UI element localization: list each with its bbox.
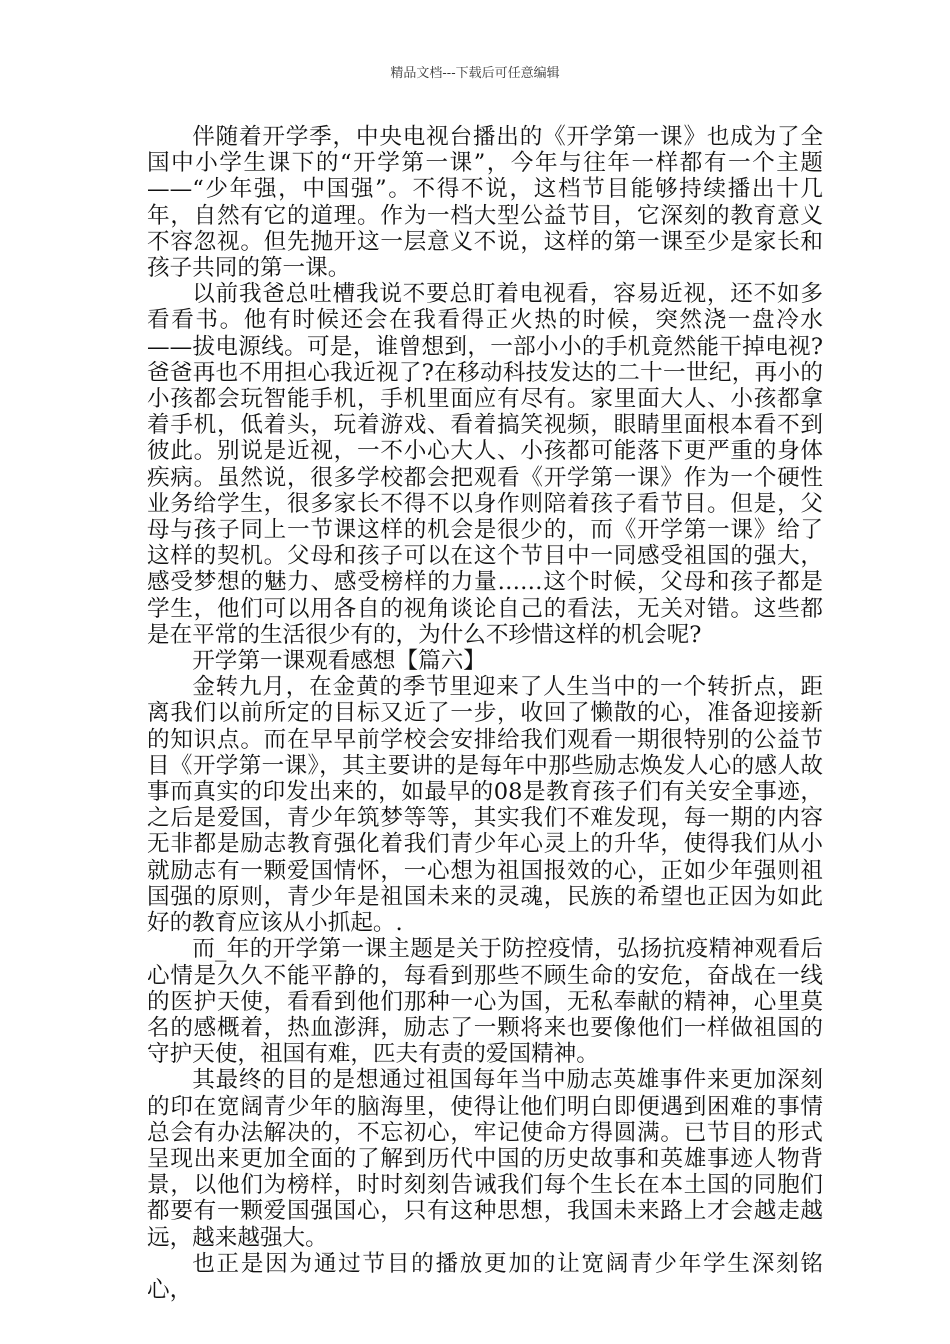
paragraph-1: 伴随着开学季，中央电视台播出的《开学第一课》也成为了全国中小学生课下的“开学第一课”，今年与往年一样都有一个主题——“少年强，中国强”。不得不说，这档节目能够持续播出十几年，自然有它的道理。作为一档大型公益节目，它深刻的教育意义不容忽视。但先抛开这一层意义不说，这样的第一课至少是家长和孩子共同的第一课。	[147, 124, 823, 282]
document-body	[147, 124, 823, 1303]
paragraph-2: 以前我爸总吐槽我说不要总盯着电视看，容易近视，还不如多看看书。他有时候还会在我看得正火热的时候，突然浇一盘冷水——拔电源线。可是，谁曾想到，一部小小的手机竟然能干掉电视?爸爸再也不用担心我近视了?在移动科技发达的二十一世纪，再小的小孩都会玩智能手机，手机里面应有尽有。家里面大人、小孩都拿着手机，低着头，玩着游戏、看着搞笑视频，眼睛里面根本看不到彼此。别说是近视，一不小心大人、小孩都可能落下更严重的身体疾病。虽然说，很多学校都会把观看《开学第一课》作为一个硬性业务给学生，很多家长不得不以身作则陪着孩子看节目。但是，父母与孩子同上一节课这样的机会是很少的，而《开学第一课》给了这样的契机。父母和孩子可以在这个节目中一同感受祖国的强大，感受梦想的魅力、感受榜样的力量……这个时候，父母和孩子都是学生，他们可以用各自的视角谈论自己的看法，无关对错。这些都是在平常的生活很少有的，为什么不珍惜这样的机会呢?	[147, 281, 823, 648]
paragraph-4: 而_年的开学第一课主题是关于防控疫情，弘扬抗疫精神观看后心情是久久不能平静的，每看到那些不顾生命的安危，奋战在一线的医护天使，看看到他们那种一心为国，无私奉献的精神，心里莫名的感概着，热血澎湃，励志了一颗将来也要像他们一样做祖国的守护天使，祖国有难，匹夫有责的爱国精神。	[147, 936, 823, 1068]
page-header: 精品文档---下载后可任意编辑	[390, 66, 560, 81]
paragraph-6: 也正是因为通过节目的播放更加的让宽阔青少年学生深刻铭心，	[147, 1250, 823, 1303]
section-heading: 开学第一课观看感想【篇六】	[192, 648, 486, 675]
paragraph-3: 金转九月，在金黄的季节里迎来了人生当中的一个转折点，距离我们以前所定的目标又近了一步，收回了懒散的心，准备迎接新的知识点。而在早早前学校会安排给我们观看一期很特别的公益节目《开学第一课》，其主要讲的是每年中那些励志焕发人心的感人故事而真实的印发出来的，如最早的08是教育孩子们有关安全事迹，之后是爱国，青少年筑梦等等，其实我们不难发现，每一期的内容无非都是励志教育强化着我们青少年心灵上的升华，使得我们从小就励志有一颗爱国情怀，一心想为祖国报效的心，正如少年强则祖国强的原则，青少年是祖国未来的灵魂，民族的希望也正因为如此好的教育应该从小抓起。.	[147, 674, 823, 937]
paragraph-5: 其最终的目的是想通过祖国每年当中励志英雄事件来更加深刻的印在宽阔青少年的脑海里，使得让他们明白即便遇到困难的事情总会有办法解决的，不忘初心，牢记使命方得圆满。已节目的形式呈现出来更加全面的了解到历代中国的历史故事和英雄事迹人物背景，以他们为榜样，时时刻刻告诫我们每个生长在本土国的同胞们都要有一颗爱国强国心，只有这种思想，我国未来路上才会越走越远，越来越强大。	[147, 1067, 823, 1251]
